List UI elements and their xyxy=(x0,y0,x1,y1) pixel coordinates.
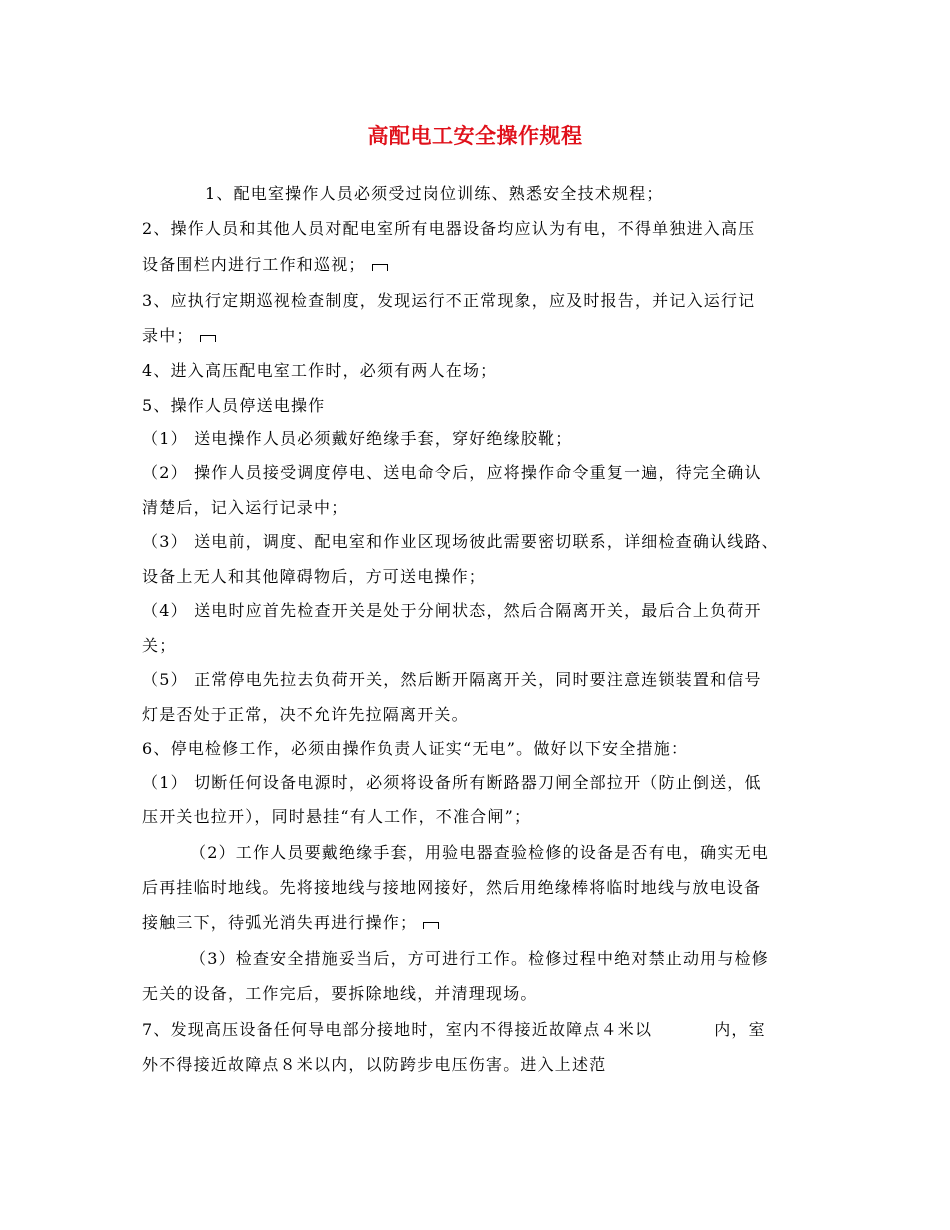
paragraph-line xyxy=(190,842,769,864)
paragraph-line xyxy=(142,738,688,760)
line-text: 1、配电室操作人员必须受过岗位训练、熟悉安全技术规程； xyxy=(205,184,664,203)
paragraph-line xyxy=(142,428,572,450)
paragraph-line xyxy=(142,218,755,240)
paragraph-line xyxy=(142,1019,766,1041)
line-text: （1） 送电操作人员必须戴好绝缘手套，穿好绝缘胶靴； xyxy=(142,429,573,448)
paragraph-line xyxy=(142,531,779,553)
paragraph-mark-icon xyxy=(423,922,439,929)
line-text: 内，室 xyxy=(714,1020,766,1039)
line-text: 6、停电检修工作，必须由操作负责人证实“无电”。做好以下安全措施： xyxy=(142,739,689,758)
line-text: （1） 切断任何设备电源时，必须将设备所有断路器刀闸全部拉开（防止倒送，低 xyxy=(142,773,762,792)
line-text: 外不得接近故障点８米以内，以防跨步电压伤害。进入上述范 xyxy=(142,1055,607,1074)
paragraph-line xyxy=(142,704,469,726)
paragraph-line xyxy=(142,1054,606,1076)
line-text: 5、操作人员停送电操作 xyxy=(142,396,326,415)
paragraph-line xyxy=(142,290,755,312)
line-text: 2、操作人员和其他人员对配电室所有电器设备均应认为有电，不得单独进入高压 xyxy=(142,219,756,238)
paragraph-line xyxy=(142,912,439,934)
paragraph-line xyxy=(142,669,762,691)
line-text: 设备围栏内进行工作和巡视； xyxy=(142,255,366,274)
document-title: 高配电工安全操作规程 xyxy=(367,123,583,148)
line-text: 3、应执行定期巡视检查制度，发现运行不正常现象，应及时报告，并记入运行记 xyxy=(142,291,756,310)
line-text: 后再挂临时地线。先将接地线与接地网接好，然后用绝缘棒将临时地线与放电设备 xyxy=(142,878,762,897)
line-text: 设备上无人和其他障碍物后，方可送电操作； xyxy=(142,567,487,586)
line-text: 录中； xyxy=(142,326,194,345)
line-text: （5） 正常停电先拉去负荷开关，然后断开隔离开关，同时要注意连锁装置和信号 xyxy=(142,670,762,689)
line-text: 接触三下，待弧光消失再进行操作； xyxy=(142,913,418,932)
paragraph-line xyxy=(142,566,486,588)
line-text: 关； xyxy=(142,636,177,655)
paragraph-line xyxy=(142,600,762,622)
line-text: 4、进入高压配电室工作时，必须有两人在场； xyxy=(142,361,498,380)
paragraph-line xyxy=(142,462,762,484)
line-text: （2） 操作人员接受调度停电、送电命令后，应将操作命令重复一遍，待完全确认 xyxy=(142,463,762,482)
paragraph-line xyxy=(205,183,664,205)
line-text: 灯是否处于正常，决不允许先拉隔离开关。 xyxy=(142,705,469,724)
paragraph-line xyxy=(142,395,325,417)
paragraph-mark-icon xyxy=(372,264,388,271)
paragraph-line xyxy=(142,497,348,519)
paragraph-line xyxy=(142,772,762,794)
paragraph-line xyxy=(142,325,216,347)
line-text: 7、发现高压设备任何导电部分接地时，室内不得接近故障点４米以 xyxy=(142,1020,653,1039)
line-text: （3）检查安全措施妥当后，方可进行工作。检修过程中绝对禁止动用与检修 xyxy=(190,949,769,968)
paragraph-line xyxy=(142,877,761,899)
line-text: （3） 送电前，调度、配电室和作业区现场彼此需要密切联系，详细检查确认线路、 xyxy=(142,532,779,551)
paragraph-line xyxy=(142,360,497,382)
line-text: （2）工作人员要戴绝缘手套，用验电器查验检修的设备是否有电，确实无电 xyxy=(190,843,769,862)
paragraph-line xyxy=(190,948,769,970)
paragraph-mark-icon xyxy=(200,335,216,342)
line-text: 无关的设备，工作完后，要拆除地线，并清理现场。 xyxy=(142,984,538,1003)
line-text: （4） 送电时应首先检查开关是处于分闸状态，然后合隔离开关，最后合上负荷开 xyxy=(142,601,762,620)
paragraph-line xyxy=(142,983,538,1005)
paragraph-line xyxy=(142,254,388,276)
paragraph-line xyxy=(142,806,531,828)
line-text: 清楚后，记入运行记录中； xyxy=(142,498,349,517)
paragraph-line xyxy=(142,635,176,657)
line-text: 压开关也拉开），同时悬挂“有人工作，不准合闸”； xyxy=(142,807,532,826)
